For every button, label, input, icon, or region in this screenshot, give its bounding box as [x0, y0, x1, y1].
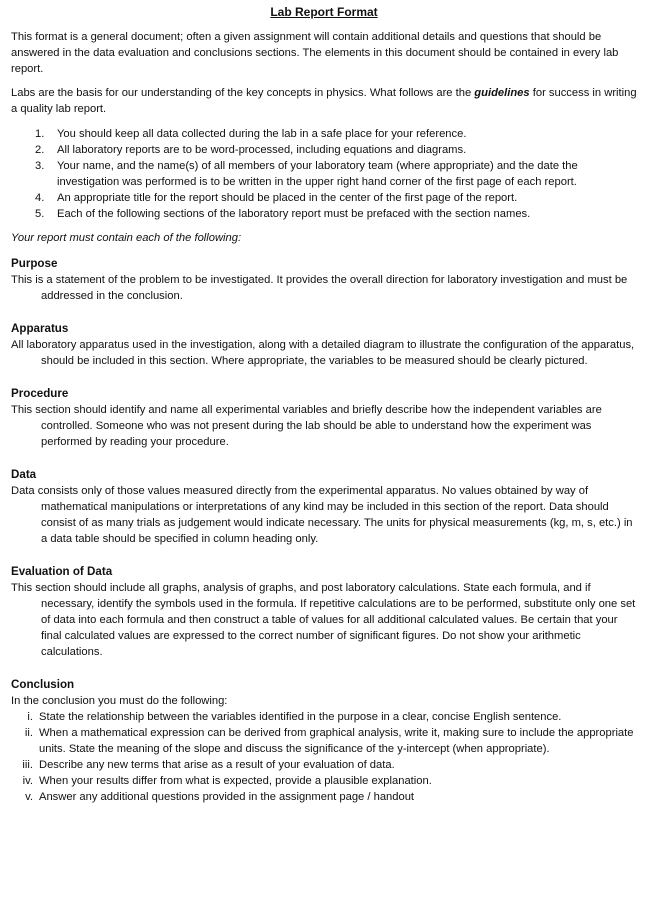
- list-item-number: iv.: [22, 775, 33, 787]
- list-item-number: 4.: [35, 192, 45, 204]
- section-heading-data: Data: [11, 468, 37, 481]
- list-item-number: 5.: [35, 208, 45, 220]
- section-data: [11, 467, 637, 547]
- list-item: [11, 757, 637, 773]
- intro-paragraph-2: [11, 85, 637, 117]
- section-text-purpose: This is a statement of the problem to be investigated. It provides the overall direction for laboratory investigation and must be addressed in the conclusion.: [11, 274, 628, 302]
- list-item-text: When a mathematical expression can be derived from graphical analysis, write it, making sure to include the appropriate units. State the meaning of the slope and discuss the significance of the y-intercept (when appropriate).: [39, 727, 634, 755]
- list-item-number: iii.: [22, 759, 33, 771]
- list-item-text: State the relationship between the variables identified in the purpose in a clear, concise English sentence.: [39, 711, 562, 723]
- section-apparatus: [11, 321, 637, 369]
- section-text-procedure: This section should identify and name all experimental variables and briefly describe how the independent variables are controlled. Someone who was not present during the lab should be able to understand how the experiment was performed by reading your procedure.: [11, 404, 602, 448]
- list-item: [11, 206, 637, 222]
- list-item-text: When your results differ from what is expected, provide a plausible explanation.: [39, 775, 432, 787]
- section-heading-apparatus: Apparatus: [11, 322, 69, 335]
- section-evaluation: [11, 564, 637, 660]
- document-title: Lab Report Format: [270, 5, 378, 19]
- section-text-apparatus: All laboratory apparatus used in the investigation, along with a detailed diagram to illustrate the configuration of the apparatus, should be included in this section. Where appropriate, the variables to be measured should be clearly pictured.: [11, 339, 635, 367]
- intro-paragraph-2-before: Labs are the basis for our understanding of the key concepts in physics. What follows are the: [11, 87, 475, 99]
- list-item-text: Each of the following sections of the laboratory report must be prefaced with the section names.: [57, 208, 531, 220]
- list-item-text: All laboratory reports are to be word-processed, including equations and diagrams.: [57, 144, 467, 156]
- section-heading-evaluation: Evaluation of Data: [11, 565, 113, 578]
- list-item: [11, 789, 637, 805]
- list-item-text: Your name, and the name(s) of all members of your laboratory team (where appropriate) and the date the investigation was performed is to be written in the upper right hand corner of the first page of each report.: [57, 160, 578, 188]
- list-item: [11, 725, 637, 757]
- guidelines-list: [11, 126, 637, 222]
- list-item-text: Answer any additional questions provided in the assignment page / handout: [39, 791, 415, 803]
- section-text-evaluation: This section should include all graphs, analysis of graphs, and post laboratory calculations. State each formula, and if necessary, identify the symbols used in the formula. If repetitive calculations are to be performed, substitute only one set of data into each formula and then construct a table of values for all additional calculated values. Be certain that your final calculated values are expressed to the correct number of significant figures. Do not show your arithmetic calculations.: [11, 582, 636, 658]
- list-item-number: i.: [27, 711, 33, 723]
- list-item: [11, 158, 637, 190]
- list-item: [11, 142, 637, 158]
- section-text-conclusion: In the conclusion you must do the following:: [11, 695, 228, 707]
- list-item-number: 1.: [35, 128, 45, 140]
- section-heading-conclusion: Conclusion: [11, 678, 75, 691]
- list-item-number: 2.: [35, 144, 45, 156]
- guidelines-emphasis: guidelines: [474, 87, 530, 99]
- section-text-data: Data consists only of those values measured directly from the experimental apparatus. No values obtained by way of mathematical manipulations or interpretations of any kind may be included in this section of the report. Data should consist of as many trials as judgement would indicate necessary. The units for physical measurements (kg, m, s, etc.) in a data table should be specified in column heading only.: [11, 485, 633, 545]
- list-item: [11, 126, 637, 142]
- section-conclusion: [11, 677, 637, 805]
- section-procedure: [11, 386, 637, 450]
- list-item: [11, 709, 637, 725]
- section-heading-purpose: Purpose: [11, 257, 58, 270]
- must-contain-note: Your report must contain each of the following:: [11, 232, 242, 244]
- section-purpose: [11, 256, 637, 304]
- list-item: [11, 773, 637, 789]
- list-item-number: 3.: [35, 160, 45, 172]
- list-item-text: You should keep all data collected during the lab in a safe place for your reference.: [57, 128, 467, 140]
- list-item-number: ii.: [24, 727, 33, 739]
- list-item-text: An appropriate title for the report should be placed in the center of the first page of the report.: [57, 192, 518, 204]
- intro-paragraph-2-after: for success in writing a quality lab report.: [11, 87, 637, 115]
- conclusion-list: [11, 709, 637, 805]
- list-item: [11, 190, 637, 206]
- intro-paragraph-1: This format is a general document; often a given assignment will contain additional details and questions that should be answered in the data evaluation and conclusions sections. The elements in this document should be contained in every lab report.: [11, 31, 619, 75]
- list-item-number: v.: [25, 791, 33, 803]
- list-item-text: Describe any new terms that arise as a result of your evaluation of data.: [39, 759, 395, 771]
- section-heading-procedure: Procedure: [11, 387, 69, 400]
